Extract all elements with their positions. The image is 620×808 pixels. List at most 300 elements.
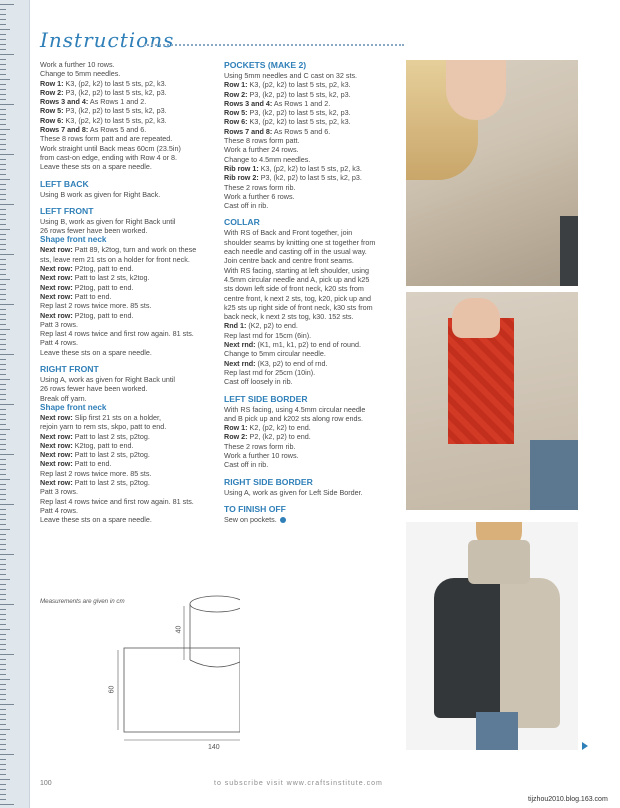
- text-line: [40, 264, 218, 273]
- row-text: As Rows 1 and 2.: [88, 97, 147, 107]
- text-line: [40, 106, 218, 115]
- photo-collar-detail: [406, 60, 578, 286]
- text-line: [224, 247, 400, 256]
- text-line: [224, 359, 400, 368]
- photo-poncho-back: [406, 522, 578, 750]
- ruler-tick: [0, 784, 6, 785]
- ruler-tick: [0, 509, 6, 510]
- ruler-tick: [0, 329, 10, 330]
- ruler-tick: [0, 254, 14, 255]
- ruler-tick: [0, 549, 6, 550]
- ruler-tick: [0, 749, 6, 750]
- ruler-tick: [0, 654, 14, 655]
- text-line: [40, 88, 218, 97]
- ruler-tick: [0, 779, 10, 780]
- row-text: back neck, k next 2 sts tog, k30. 152 sts.: [224, 312, 354, 322]
- row-label: Next row:: [40, 264, 73, 274]
- row-text: Rep last 2 rows twice more. 85 sts.: [40, 301, 152, 311]
- ruler-tick: [0, 499, 6, 500]
- text-line: [40, 487, 218, 496]
- ruler-tick: [0, 659, 6, 660]
- row-label: Next row:: [40, 273, 73, 283]
- ruler-tick: [0, 59, 6, 60]
- row-text: P2, (k2, p2) to end.: [247, 432, 311, 442]
- row-text: (K3, p2) to end of rnd.: [255, 358, 328, 368]
- row-text: K2, (p2, k2) to end.: [247, 423, 311, 433]
- text-line: [40, 283, 218, 292]
- ruler-tick: [0, 744, 6, 745]
- ruler-tick: [0, 204, 14, 205]
- row-text: With RS of Back and Front together, join: [224, 228, 353, 238]
- ruler-tick: [0, 454, 14, 455]
- row-label: Rows 3 and 4:: [40, 97, 89, 107]
- ruler-tick: [0, 724, 6, 725]
- ruler-tick: [0, 649, 6, 650]
- row-text: Rep last rnd for 15cm (6in).: [224, 330, 312, 340]
- left-side-border-section: [224, 405, 400, 470]
- ruler-tick: [0, 664, 6, 665]
- dim-body-height: 60: [108, 685, 116, 694]
- text-line: [224, 451, 400, 460]
- text-line: [40, 301, 218, 310]
- row-label: Next row:: [40, 459, 73, 469]
- right-side-border-section: [224, 488, 400, 497]
- ruler-tick: [0, 274, 6, 275]
- ruler-tick: [0, 589, 6, 590]
- ruler-tick: [0, 314, 6, 315]
- ruler-tick: [0, 379, 10, 380]
- ruler-tick: [0, 179, 10, 180]
- ruler-tick: [0, 769, 6, 770]
- intro-section: [40, 60, 218, 172]
- text-line: [224, 405, 400, 414]
- text-line: [224, 155, 400, 164]
- row-text: Cast off in rib.: [224, 201, 269, 211]
- row-text: Break off yarn.: [40, 393, 87, 403]
- row-text: each needle and casting off in the usual way.: [224, 247, 367, 257]
- text-line: [40, 190, 218, 199]
- text-line: [40, 292, 218, 301]
- text-line: [40, 153, 218, 162]
- row-text: Slip first 21 sts on a holder,: [72, 412, 162, 422]
- ruler-tick: [0, 4, 14, 5]
- ruler-tick: [0, 259, 6, 260]
- text-line: [224, 201, 400, 210]
- heading-left-back: LEFT BACK: [40, 178, 89, 189]
- row-label: Row 1:: [40, 78, 64, 88]
- text-line: [224, 183, 400, 192]
- ruler-tick: [0, 74, 6, 75]
- ruler-tick: [0, 134, 6, 135]
- row-text: P3, (k2, p2) to last 5 sts, k2, p3.: [63, 87, 167, 97]
- ruler-tick: [0, 444, 6, 445]
- text-line: [40, 459, 218, 468]
- text-line: [224, 136, 400, 145]
- row-text: Patt 89, k2tog, turn and work on these: [72, 245, 197, 255]
- ruler-tick: [0, 349, 6, 350]
- text-line: [40, 97, 218, 106]
- row-text: As Rows 5 and 6.: [272, 126, 331, 136]
- pockets-section: [224, 71, 400, 210]
- end-bullet-icon: [280, 517, 286, 523]
- ruler-tick: [0, 354, 14, 355]
- row-text: Patt 3 rows.: [40, 319, 78, 329]
- row-label: Next row:: [40, 310, 73, 320]
- text-line: [224, 368, 400, 377]
- ruler-tick: [0, 219, 6, 220]
- row-text: Leave these sts on a spare needle.: [40, 347, 152, 357]
- ruler-tick: [0, 294, 6, 295]
- ruler-tick: [0, 474, 6, 475]
- heading-left-side-border: LEFT SIDE BORDER: [224, 393, 308, 404]
- ruler-tick: [0, 344, 6, 345]
- ruler-tick: [0, 214, 6, 215]
- row-text: These 8 rows form patt and are repeated.: [40, 134, 173, 144]
- text-line: [224, 303, 400, 312]
- row-text: (K1, m1, k1, p2) to end of round.: [255, 340, 362, 350]
- ruler-tick: [0, 414, 6, 415]
- ruler-tick: [0, 754, 14, 755]
- row-text: As Rows 1 and 2.: [272, 98, 331, 108]
- row-label: Row 1:: [224, 423, 248, 433]
- ruler-tick: [0, 44, 6, 45]
- row-text: K3, (p2, k2) to last 5 sts, p2, k3.: [247, 80, 351, 90]
- page-ruler: [0, 0, 30, 808]
- ruler-tick: [0, 194, 6, 195]
- watermark: tijzhou2010.blog.163.com: [528, 796, 608, 803]
- heading-right-front: RIGHT FRONT: [40, 364, 99, 375]
- ruler-tick: [0, 439, 6, 440]
- ruler-tick: [0, 264, 6, 265]
- row-text: Change to 5mm needles.: [40, 69, 121, 79]
- text-line: [40, 422, 218, 431]
- ruler-tick: [0, 239, 6, 240]
- text-line: [40, 394, 218, 403]
- row-text: rejoin yarn to rem sts, skpo, patt to end.: [40, 422, 167, 432]
- left-back-section: [40, 190, 218, 199]
- text-line: [224, 284, 400, 293]
- row-text: These 8 rows form patt.: [224, 136, 300, 146]
- row-label: Next row:: [40, 450, 73, 460]
- row-text: and B pick up and k202 sts along row ends.: [224, 413, 364, 423]
- row-text: Patt to last 2 sts, p2tog.: [72, 431, 150, 441]
- row-text: K3, (p2, k2) to last 5 sts, p2, k3.: [247, 117, 351, 127]
- ruler-tick: [0, 199, 6, 200]
- ruler-tick: [0, 534, 6, 535]
- row-text: sts, leave rem 21 sts on a holder for front neck.: [40, 254, 190, 264]
- row-text: k25 sts up right side of front neck, k30 sts from: [224, 302, 373, 312]
- text-line: [224, 108, 400, 117]
- ruler-tick: [0, 139, 6, 140]
- row-label: Next row:: [40, 282, 73, 292]
- row-text: Work a further 6 rows.: [224, 191, 295, 201]
- row-text: Leave these sts on a spare needle.: [40, 162, 152, 172]
- ruler-tick: [0, 794, 6, 795]
- row-label: Row 2:: [224, 432, 248, 442]
- ruler-tick: [0, 154, 14, 155]
- ruler-tick: [0, 284, 6, 285]
- row-label: Rows 7 and 8:: [40, 125, 89, 135]
- ruler-tick: [0, 309, 6, 310]
- row-text: These 2 rows form rib.: [224, 441, 296, 451]
- ruler-tick: [0, 529, 10, 530]
- ruler-tick: [0, 434, 6, 435]
- row-text: Patt to last 2 sts, k2tog.: [72, 273, 150, 283]
- text-line: [224, 173, 400, 182]
- text-line: [40, 162, 218, 171]
- ruler-tick: [0, 249, 6, 250]
- ruler-tick: [0, 119, 6, 120]
- ruler-tick: [0, 224, 6, 225]
- ruler-tick: [0, 764, 6, 765]
- ruler-tick: [0, 304, 14, 305]
- ruler-tick: [0, 504, 14, 505]
- ruler-tick: [0, 694, 6, 695]
- ruler-tick: [0, 579, 10, 580]
- row-text: Join centre back and centre front seams.: [224, 256, 354, 266]
- text-line: [224, 432, 400, 441]
- left-front-section: [40, 217, 218, 236]
- row-text: Patt to end.: [72, 459, 112, 469]
- ruler-tick: [0, 739, 6, 740]
- ruler-tick: [0, 409, 6, 410]
- text-line: [40, 311, 218, 320]
- row-text: Work a further 10 rows.: [40, 60, 115, 69]
- ruler-tick: [0, 39, 6, 40]
- heading-collar: COLLAR: [224, 217, 260, 228]
- row-label: Row 1:: [224, 80, 248, 90]
- ruler-tick: [0, 554, 14, 555]
- row-label: Next rnd:: [224, 358, 256, 368]
- row-label: Next row:: [40, 477, 73, 487]
- subheading-right-front-neck: Shape front neck: [40, 402, 107, 412]
- text-line: [40, 144, 218, 153]
- text-line: [40, 245, 218, 254]
- ruler-tick: [0, 799, 6, 800]
- row-text: Patt to last 2 sts, p2tog.: [72, 450, 150, 460]
- row-text: Using B work as given for Right Back.: [40, 189, 161, 199]
- ruler-tick: [0, 489, 6, 490]
- row-text: Patt 4 rows.: [40, 338, 78, 348]
- ruler-tick: [0, 144, 6, 145]
- row-text: Rep last rnd for 25cm (10in).: [224, 367, 316, 377]
- row-text: P2tog, patt to end.: [72, 282, 134, 292]
- ruler-tick: [0, 109, 6, 110]
- text-line: [40, 60, 218, 69]
- right-front-neck-section: [40, 413, 218, 525]
- text-line: [40, 506, 218, 515]
- row-text: Cast off loosely in rib.: [224, 377, 293, 387]
- ruler-tick: [0, 24, 6, 25]
- ruler-tick: [0, 29, 10, 30]
- ruler-tick: [0, 129, 10, 130]
- row-text: Work straight until Back meas 60cm (23.5in): [40, 143, 181, 153]
- ruler-tick: [0, 384, 6, 385]
- ruler-tick: [0, 364, 6, 365]
- ruler-tick: [0, 94, 6, 95]
- ruler-tick: [0, 169, 6, 170]
- ruler-tick: [0, 469, 6, 470]
- ruler-tick: [0, 14, 6, 15]
- text-line: [40, 441, 218, 450]
- text-line: [224, 414, 400, 423]
- ruler-tick: [0, 619, 6, 620]
- ruler-tick: [0, 404, 14, 405]
- ruler-tick: [0, 759, 6, 760]
- ruler-tick: [0, 559, 6, 560]
- row-text: P2tog, patt to end.: [72, 310, 134, 320]
- ruler-tick: [0, 674, 6, 675]
- ruler-tick: [0, 324, 6, 325]
- ruler-tick: [0, 104, 14, 105]
- ruler-tick: [0, 189, 6, 190]
- ruler-tick: [0, 244, 6, 245]
- text-line: [224, 99, 400, 108]
- ruler-tick: [0, 9, 6, 10]
- ruler-tick: [0, 604, 14, 605]
- column-left: [40, 60, 218, 524]
- ruler-tick: [0, 639, 6, 640]
- ruler-tick: [0, 174, 6, 175]
- row-text: Using 5mm needles and C cast on 32 sts.: [224, 71, 358, 80]
- title-divider: [144, 44, 404, 46]
- text-line: [224, 228, 400, 237]
- row-label: Rows 7 and 8:: [224, 126, 273, 136]
- text-line: [40, 329, 218, 338]
- row-text: sts down left side of front neck, k20 sts from: [224, 284, 364, 294]
- ruler-tick: [0, 234, 6, 235]
- text-line: [224, 164, 400, 173]
- row-text: Leave these sts on a spare needle.: [40, 515, 152, 525]
- text-line: [40, 226, 218, 235]
- text-line: [40, 255, 218, 264]
- ruler-tick: [0, 599, 6, 600]
- text-line: [224, 294, 400, 303]
- text-line: [224, 349, 400, 358]
- row-text: (K2, p2) to end.: [246, 321, 298, 331]
- next-page-arrow-icon: [582, 742, 588, 750]
- row-text: P3, (k2, p2) to last 5 sts, k2, p3.: [247, 108, 351, 118]
- ruler-tick: [0, 519, 6, 520]
- ruler-tick: [0, 634, 6, 635]
- text-line: [40, 497, 218, 506]
- text-line: [40, 348, 218, 357]
- text-line: [224, 423, 400, 432]
- text-line: [40, 515, 218, 524]
- ruler-tick: [0, 164, 6, 165]
- text-line: [224, 312, 400, 321]
- row-text: centre front, k next 2 sts, tog, k20, pick up and: [224, 293, 372, 303]
- row-text: Change to 5mm circular needle.: [224, 349, 326, 359]
- ruler-tick: [0, 49, 6, 50]
- row-text: K3, (p2, k2) to last 5 sts, p2, k3.: [63, 78, 167, 88]
- ruler-tick: [0, 544, 6, 545]
- ruler-tick: [0, 19, 6, 20]
- text-line: [224, 460, 400, 469]
- text-line: [40, 273, 218, 282]
- heading-left-front: LEFT FRONT: [40, 205, 94, 216]
- ruler-tick: [0, 99, 6, 100]
- left-front-neck-section: [40, 245, 218, 357]
- text-line: [224, 145, 400, 154]
- schematic-diagram: [40, 594, 240, 764]
- footer-website: to subscribe visit www.craftsinstitute.com: [214, 780, 383, 787]
- row-label: Next rnd:: [224, 340, 256, 350]
- ruler-tick: [0, 574, 6, 575]
- text-line: [224, 340, 400, 349]
- ruler-tick: [0, 374, 6, 375]
- ruler-tick: [0, 64, 6, 65]
- row-label: Row 5:: [224, 108, 248, 118]
- row-text: Change to 4.5mm needles.: [224, 154, 311, 164]
- text-line: [40, 338, 218, 347]
- row-text: 26 rows fewer have been worked.: [40, 226, 148, 236]
- ruler-tick: [0, 149, 6, 150]
- row-text: P3, (k2, p2) to last 5 sts, k2, p3.: [247, 89, 351, 99]
- heading-right-side-border: RIGHT SIDE BORDER: [224, 476, 313, 487]
- row-text: Using A, work as given for Right Back until: [40, 375, 176, 385]
- text-line: [40, 478, 218, 487]
- ruler-tick: [0, 564, 6, 565]
- text-line: [224, 192, 400, 201]
- row-label: Rib row 2:: [224, 173, 259, 183]
- ruler-tick: [0, 804, 14, 805]
- ruler-tick: [0, 484, 6, 485]
- row-text: P2tog, patt to end.: [72, 264, 134, 274]
- heading-pockets: POCKETS (MAKE 2): [224, 60, 307, 70]
- subheading-left-front-neck: Shape front neck: [40, 235, 107, 245]
- ruler-tick: [0, 429, 10, 430]
- heading-to-finish-off: TO FINISH OFF: [224, 503, 286, 514]
- row-label: Row 2:: [40, 87, 64, 97]
- ruler-tick: [0, 424, 6, 425]
- row-text: Patt 4 rows.: [40, 505, 78, 515]
- text-line: [224, 515, 400, 524]
- text-line: [40, 320, 218, 329]
- ruler-tick: [0, 299, 6, 300]
- ruler-tick: [0, 594, 6, 595]
- ruler-tick: [0, 629, 10, 630]
- ruler-tick: [0, 494, 6, 495]
- row-label: Rnd 1:: [224, 321, 247, 331]
- text-line: [224, 275, 400, 284]
- ruler-tick: [0, 774, 6, 775]
- text-line: [224, 331, 400, 340]
- ruler-tick: [0, 289, 6, 290]
- row-text: 26 rows fewer have been worked.: [40, 384, 148, 394]
- row-text: Rep last 4 rows twice and first row again. 81 sts.: [40, 329, 194, 339]
- row-text: Work a further 24 rows.: [224, 145, 299, 155]
- page-number: 100: [40, 780, 52, 787]
- ruler-tick: [0, 124, 6, 125]
- row-text: As Rows 5 and 6.: [88, 125, 147, 135]
- collar-section: [224, 228, 400, 386]
- ruler-tick: [0, 714, 6, 715]
- ruler-tick: [0, 229, 10, 230]
- text-line: [40, 413, 218, 422]
- ruler-tick: [0, 524, 6, 525]
- ruler-tick: [0, 709, 6, 710]
- text-line: [224, 117, 400, 126]
- ruler-tick: [0, 389, 6, 390]
- text-line: [224, 90, 400, 99]
- ruler-tick: [0, 184, 6, 185]
- text-line: [224, 321, 400, 330]
- ruler-tick: [0, 269, 6, 270]
- column-middle: [224, 60, 400, 524]
- text-line: [224, 71, 400, 80]
- text-line: [40, 450, 218, 459]
